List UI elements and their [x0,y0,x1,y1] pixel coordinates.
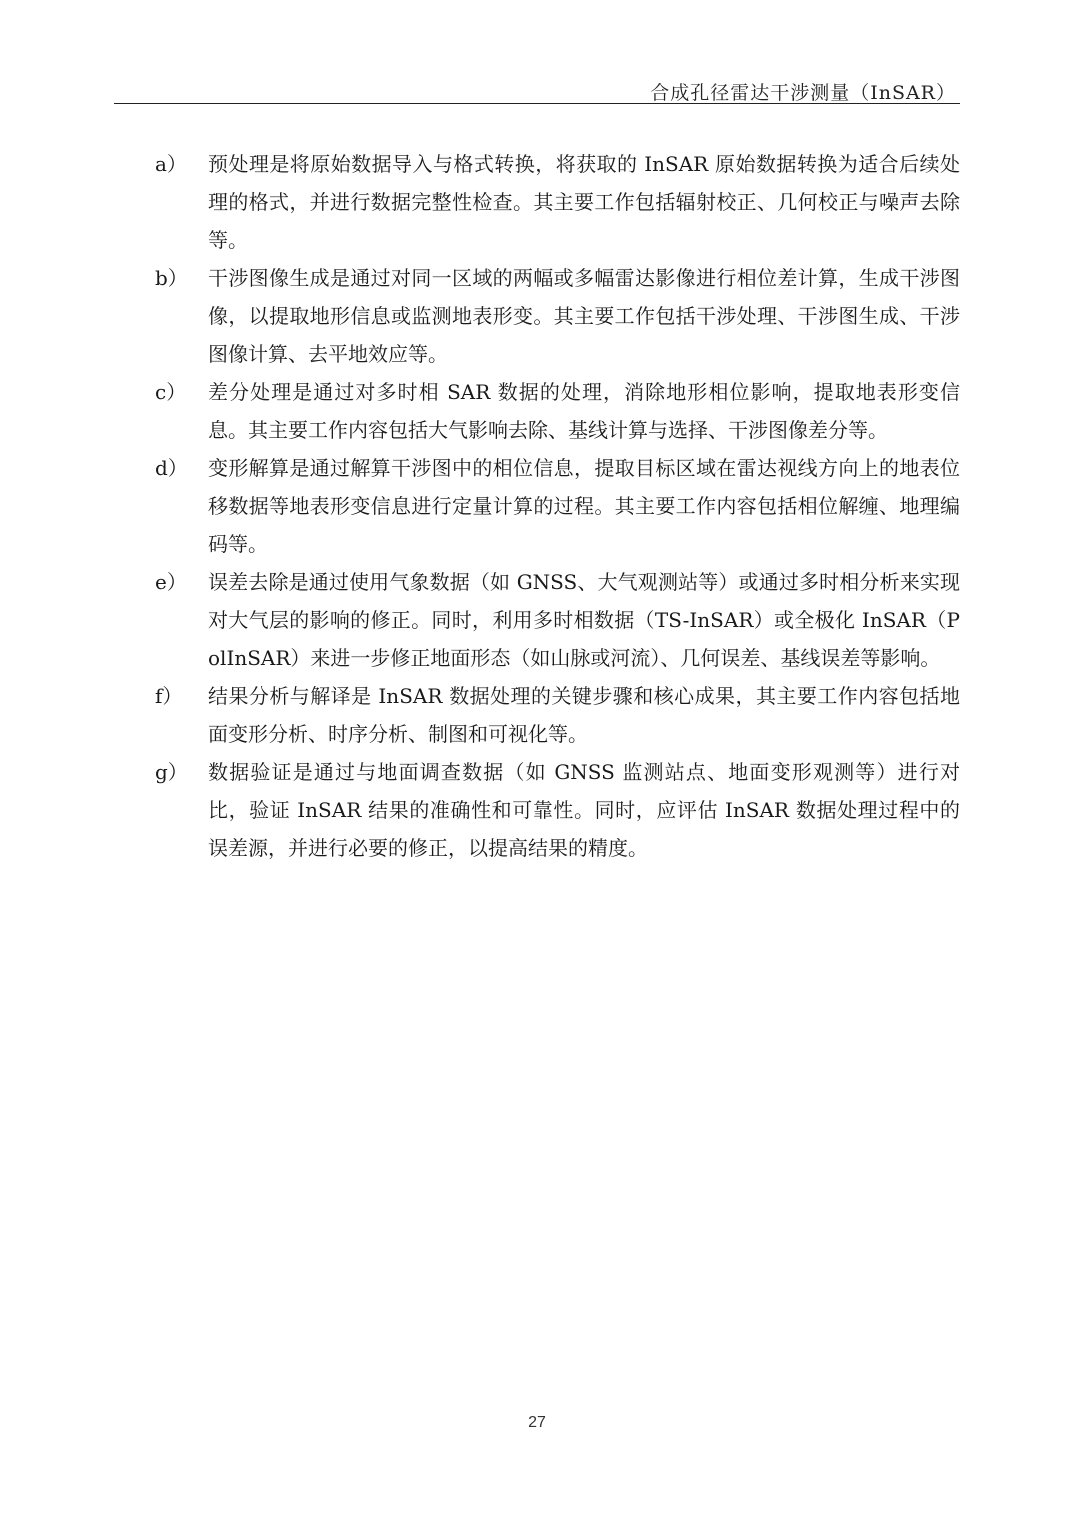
list-item-f [0,677,1080,753]
list-item-a [0,145,1080,259]
list-item-b [0,259,1080,373]
list-item-text: 干涉图像生成是通过对同一区域的两幅或多幅雷达影像进行相位差计算，生成干涉图像，以提取地形信息或监测地表形变。其主要工作包括干涉处理、干涉图生成、干涉图像计算、去平地效应等。 [208,266,960,366]
list-item-e [0,563,1080,677]
list-item-text: 数据验证是通过与地面调查数据（如 GNSS 监测站点、地面变形观测等）进行对比，验证 InSAR 结果的准确性和可靠性。同时，应评估 InSAR 数据处理过程中的误差源，并进行必要的修正，以提高结果的精度。 [208,760,960,860]
list-marker: g） [155,760,188,784]
list-item-text: 结果分析与解译是 InSAR 数据处理的关键步骤和核心成果，其主要工作内容包括地面变形分析、时序分析、制图和可视化等。 [208,684,960,746]
page-number: 27 [528,1414,546,1431]
list-marker: b） [155,266,188,290]
list-item-g [0,753,1080,867]
list-marker: a） [155,152,187,176]
header-divider [114,103,960,104]
processing-steps-list [0,145,1080,867]
list-item-text: 预处理是将原始数据导入与格式转换，将获取的 InSAR 原始数据转换为适合后续处理的格式，并进行数据完整性检查。其主要工作包括辐射校正、几何校正与噪声去除等。 [208,152,960,252]
list-item-text: 误差去除是通过使用气象数据（如 GNSS、大气观测站等）或通过多时相分析来实现对大气层的影响的修正。同时，利用多时相数据（TS-InSAR）或全极化 InSAR（PolInSAR）来进一步修正地面形态（如山脉或河流）、几何误差、基线误差等影响。 [208,570,960,670]
list-marker: f） [155,684,183,708]
list-item-text: 差分处理是通过对多时相 SAR 数据的处理，消除地形相位影响，提取地表形变信息。其主要工作内容包括大气影响去除、基线计算与选择、干涉图像差分等。 [208,380,960,442]
list-marker: d） [155,456,188,480]
list-marker: c） [155,380,187,404]
list-item-d [0,449,1080,563]
list-item-text: 变形解算是通过解算干涉图中的相位信息，提取目标区域在雷达视线方向上的地表位移数据等地表形变信息进行定量计算的过程。其主要工作内容包括相位解缠、地理编码等。 [208,456,960,556]
list-item-c [0,373,1080,449]
list-marker: e） [155,570,187,594]
running-header-title: 合成孔径雷达干涉测量（InSAR） [650,82,956,104]
